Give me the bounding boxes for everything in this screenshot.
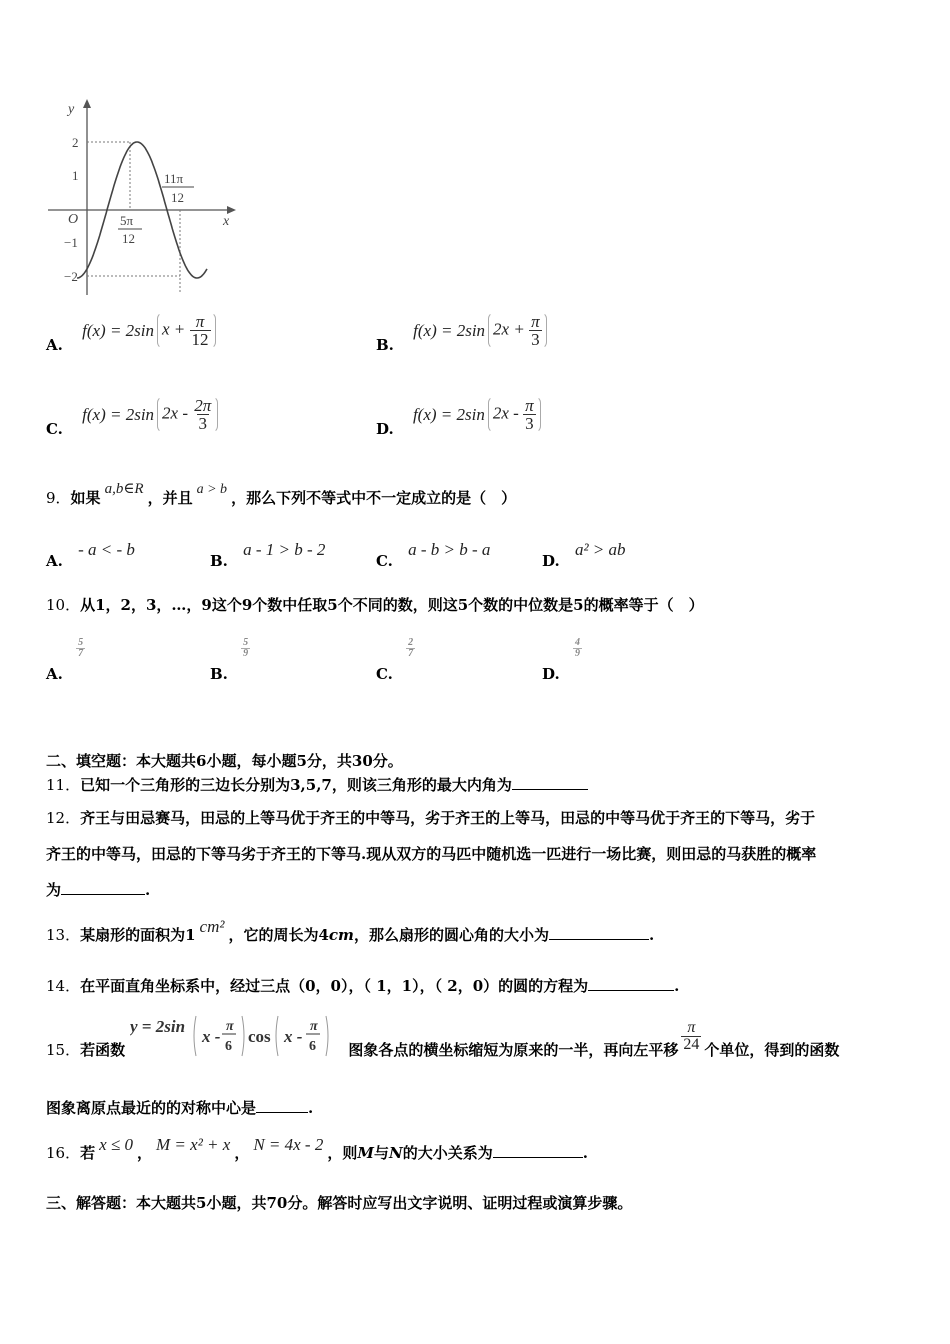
option-letter: A. <box>46 552 63 570</box>
y-tick-1: 1 <box>72 168 79 183</box>
option-expr: a - b > b - a <box>408 540 491 559</box>
q8-option-c[interactable] <box>46 396 218 438</box>
question-number: 12． <box>46 809 81 827</box>
formula-inner: 2x - <box>492 403 519 423</box>
q8-option-d[interactable] <box>376 396 541 438</box>
q13 <box>46 917 655 945</box>
q10-option-d[interactable] <box>542 637 580 683</box>
answer-blank[interactable] <box>512 775 588 790</box>
option-letter: C. <box>376 552 393 570</box>
question-number: 16． <box>46 1144 81 1162</box>
answer-blank[interactable] <box>256 1098 308 1113</box>
frac-num: 5 <box>243 637 249 648</box>
q9-option-b[interactable] <box>210 540 326 570</box>
x-axis-label: x <box>223 214 230 229</box>
q12-end: . <box>145 881 151 899</box>
answer-blank[interactable] <box>61 880 145 895</box>
option-expr: a² > ab <box>574 540 626 559</box>
option-letter: C. <box>376 664 393 683</box>
y-tick-neg2: −2 <box>64 269 78 284</box>
frac-den: 7 <box>78 648 84 659</box>
svg-text:π: π <box>310 1019 318 1034</box>
svg-text:6: 6 <box>309 1039 317 1054</box>
question-number: 15． <box>46 1040 81 1059</box>
frac-num: π <box>195 312 205 331</box>
q13-unit: cm² <box>199 917 225 936</box>
q8-option-b[interactable] <box>376 312 547 354</box>
q11 <box>46 775 588 795</box>
option-letter: D. <box>542 664 560 683</box>
section-2-heading: 二、填空题：本大题共6小题，每小题5分，共30分。 <box>46 752 403 770</box>
q13-unit2: cm <box>328 926 354 944</box>
q12-line3: 为 <box>46 881 62 899</box>
formula-inner: 2x - <box>162 403 189 423</box>
q16-n: N <box>389 1144 403 1162</box>
formula-lhs: f(x) = 2sin <box>413 320 486 340</box>
sine-graph <box>40 95 250 300</box>
q13-text-b: ，它的周长为4 <box>228 926 329 944</box>
question-number: 14． <box>46 977 81 995</box>
q14-text: 在平面直角坐标系中，经过三点（0，0），（ 1，1），（ 2，0）的圆的方程为 <box>80 977 589 995</box>
answer-blank[interactable] <box>549 925 649 940</box>
y-tick-2: 2 <box>72 135 79 150</box>
svg-text:x -: x - <box>202 1027 221 1046</box>
answer-blank[interactable] <box>588 976 674 991</box>
question-number: 13． <box>46 926 81 944</box>
svg-text:cos: cos <box>248 1027 272 1046</box>
formula-lhs: f(x) = 2sin <box>412 404 485 424</box>
q10-text: 从1，2，3，…，9这个9个数中任取5个不同的数，则这5个数的中位数是5的概率等于（ ） <box>80 596 704 614</box>
y-tick-neg1: −1 <box>64 235 78 250</box>
q16-mid: 与 <box>373 1144 389 1162</box>
q10-stem <box>46 595 704 615</box>
q9-text-a: 如果 <box>70 489 101 507</box>
option-letter: C. <box>46 420 63 438</box>
frac-den: 3 <box>525 414 534 433</box>
svg-text:x -: x - <box>284 1027 303 1046</box>
x-mark-5pi-num: 5π <box>120 213 134 228</box>
option-letter: A. <box>46 336 63 354</box>
q16-text-c: 的大小关系为 <box>402 1144 493 1162</box>
q12-line2: 齐王的中等马，田忌的下等马劣于齐王的下等马.现从双方的马匹中随机选一匹进行一场比赛，则田忌的马获胜的概率 <box>46 845 817 863</box>
option-letter: D. <box>376 420 394 438</box>
q13-text-c: ，那么扇形的圆心角的大小为 <box>353 926 549 944</box>
svg-text:6: 6 <box>225 1039 233 1054</box>
q11-text: 已知一个三角形的三边长分别为3,5,7，则该三角形的最大内角为 <box>80 776 512 794</box>
frac-num: 5 <box>78 637 84 648</box>
q16-m: M <box>357 1144 374 1162</box>
option-letter: A. <box>46 664 63 683</box>
question-number: 10． <box>46 596 81 614</box>
frac-num: π <box>687 1019 696 1036</box>
frac-num: 4 <box>574 637 580 648</box>
q8-option-a[interactable] <box>46 312 216 354</box>
q9-math-a: a,b∈R <box>104 481 144 497</box>
q16-end: . <box>582 1144 588 1162</box>
q13-end: . <box>648 926 655 944</box>
frac-den: 3 <box>531 330 540 349</box>
frac-den: 7 <box>408 648 414 659</box>
x-mark-11pi-den: 12 <box>171 190 184 205</box>
q16-n-expr: N = 4x - 2 <box>253 1135 324 1154</box>
option-expr: a - 1 > b - 2 <box>243 540 326 559</box>
formula-lhs: f(x) = 2sin <box>82 320 155 340</box>
frac-den: 9 <box>574 648 580 659</box>
q13-text-a: 某扇形的面积为1 <box>80 926 196 944</box>
q10-option-c[interactable] <box>376 637 414 683</box>
q9-math-b: a > b <box>196 482 228 497</box>
frac-den: 12 <box>191 330 209 349</box>
y-axis-label: y <box>68 102 75 117</box>
frac-num: π <box>525 396 534 415</box>
option-letter: D. <box>542 552 560 570</box>
svg-text:π: π <box>226 1019 234 1034</box>
q15-end: . <box>308 1099 314 1117</box>
svg-text:y = 2sin: y = 2sin <box>130 1017 186 1036</box>
x-mark-11pi-num: 11π <box>164 171 184 186</box>
answer-blank[interactable] <box>493 1143 583 1158</box>
q9-stem <box>46 481 517 510</box>
q16-cond: x ≤ 0 <box>99 1135 133 1154</box>
q9-option-c[interactable] <box>376 540 491 570</box>
q10-option-a[interactable] <box>46 637 84 683</box>
option-letter: B. <box>210 552 228 570</box>
q16: 16．若 x ≤ 0 ， M = x² + x ， N = 4x - 2 ，则M与N的大小关系为 . <box>46 1135 588 1162</box>
q9-option-a[interactable] <box>46 540 135 570</box>
q10-option-b[interactable] <box>210 637 249 683</box>
q9-option-d[interactable] <box>542 540 626 570</box>
formula-inner: x + <box>162 319 186 339</box>
formula-inner: 2x + <box>493 319 525 339</box>
option-letter: B. <box>376 336 394 354</box>
frac-den: 3 <box>198 414 208 433</box>
q15-text-b: 图象各点的横坐标缩短为原来的一半，再向左平移 <box>348 1040 679 1059</box>
frac-den: 24 <box>683 1036 700 1053</box>
frac-num: 2π <box>194 396 212 415</box>
q15-text-a: 若函数 <box>80 1040 126 1059</box>
q15-formula <box>130 1012 348 1060</box>
section-3-heading: 三、解答题：本大题共5小题，共70分。解答时应写出文字说明、证明过程或演算步骤。 <box>46 1194 633 1212</box>
y-axis-arrow <box>83 99 91 108</box>
option-expr: - a < - b <box>78 540 135 559</box>
q15-line2-text: 图象离原点最近的的对称中心是 <box>46 1099 257 1117</box>
q16-text-b: ，则 <box>327 1144 358 1162</box>
x-mark-5pi-den: 12 <box>122 231 135 246</box>
question-number: 11． <box>46 776 81 794</box>
formula-lhs: f(x) = 2sin <box>82 404 155 424</box>
option-letter: B. <box>210 664 228 683</box>
q15-text-c: 个单位，得到的函数 <box>704 1040 840 1059</box>
x-axis-arrow <box>227 206 236 214</box>
origin-label: O <box>68 212 79 227</box>
q16-m-expr: M = x² + x <box>156 1135 231 1154</box>
frac-num: π <box>531 312 540 331</box>
q9-text-c: ，那么下列不等式中不一定成立的是（ ） <box>231 489 517 507</box>
question-number: 9． <box>46 489 71 507</box>
q9-text-b: ，并且 <box>147 489 193 507</box>
q12 <box>46 800 906 908</box>
frac-den: 9 <box>243 648 249 659</box>
frac-num: 2 <box>408 637 414 648</box>
q15-line2 <box>46 1098 313 1118</box>
q15 <box>46 1012 839 1060</box>
q16-text-a: 若 <box>80 1144 96 1162</box>
q12-line1: 齐王与田忌赛马，田忌的上等马优于齐王的中等马，劣于齐王的上等马，田忌的中等马优于齐王的下等马，劣于 <box>80 809 816 827</box>
q14 <box>46 976 679 996</box>
q14-end: . <box>674 977 680 995</box>
